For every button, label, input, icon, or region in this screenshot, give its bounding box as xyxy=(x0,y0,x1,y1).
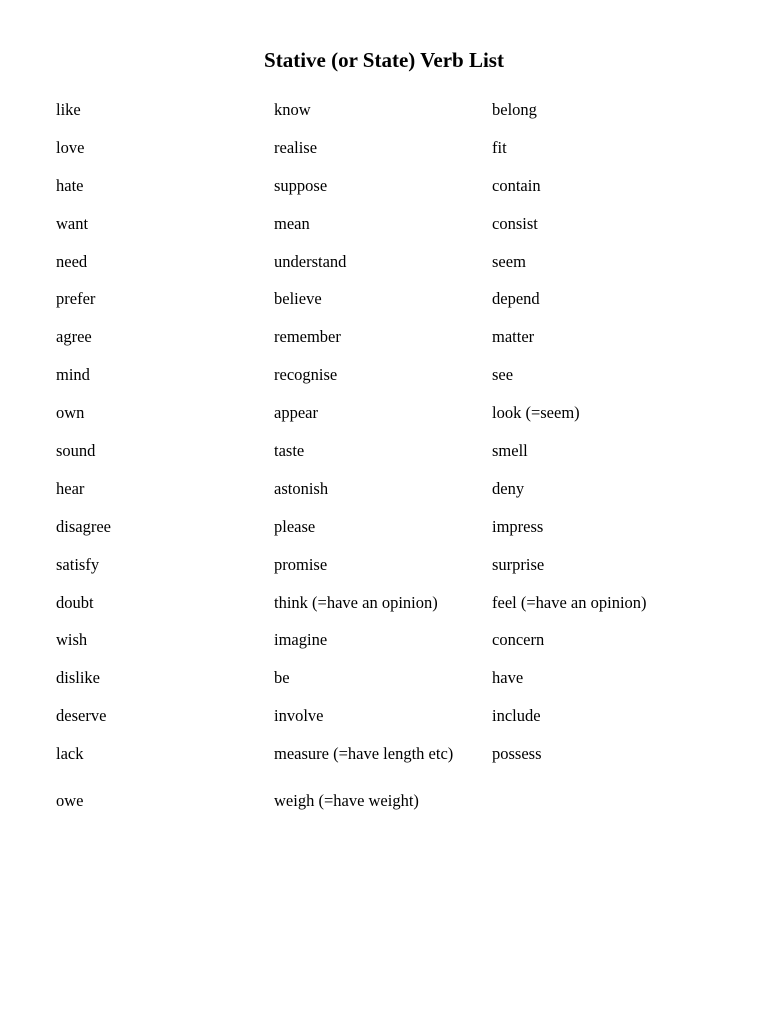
verb-item: suppose xyxy=(274,175,328,195)
verb-item: smell xyxy=(492,441,528,461)
verb-item: see xyxy=(492,365,514,385)
verb-item: concern xyxy=(492,630,545,650)
verb-item: understand xyxy=(274,251,347,271)
verb-item: love xyxy=(56,137,85,157)
verb-column-3 xyxy=(492,96,647,778)
verb-item: impress xyxy=(492,516,544,536)
verb-item: lack xyxy=(56,744,84,764)
verb-item: astonish xyxy=(274,478,329,498)
verb-item: include xyxy=(492,706,541,726)
verb-item: please xyxy=(274,516,316,536)
verb-item: seem xyxy=(492,251,526,271)
verb-item: remember xyxy=(274,327,341,347)
verb-item: think (=have an opinion) xyxy=(274,592,438,612)
verb-item: matter xyxy=(492,327,535,347)
verb-item: be xyxy=(274,668,290,688)
verb-item: satisfy xyxy=(56,554,100,574)
verb-item: look (=seem) xyxy=(492,403,580,423)
page-title: Stative (or State) Verb List xyxy=(264,48,504,72)
verb-item: realise xyxy=(274,137,318,157)
verb-item: fit xyxy=(492,137,507,157)
verb-item: measure (=have length etc) xyxy=(274,744,454,764)
verb-item: recognise xyxy=(274,365,338,385)
verb-item: know xyxy=(274,100,311,119)
verb-item: wish xyxy=(56,630,88,650)
verb-item: possess xyxy=(492,744,542,764)
verb-item: consist xyxy=(492,213,538,233)
verb-item: own xyxy=(56,403,85,423)
verb-item: appear xyxy=(274,403,318,423)
verb-item: hear xyxy=(56,478,85,498)
verb-item: mean xyxy=(274,213,310,233)
verb-item: imagine xyxy=(274,630,328,650)
verb-column-2 xyxy=(274,96,453,825)
verb-item: depend xyxy=(492,289,540,309)
verb-item: believe xyxy=(274,289,322,309)
verb-item: need xyxy=(56,251,88,271)
verb-item: promise xyxy=(274,554,328,574)
verb-item: hate xyxy=(56,175,84,195)
verb-item: weigh (=have weight) xyxy=(274,791,419,811)
verb-item: disagree xyxy=(56,516,111,536)
verb-item: have xyxy=(492,668,524,688)
verb-item: deserve xyxy=(56,706,107,726)
verb-item: taste xyxy=(274,441,305,461)
verb-item: like xyxy=(56,100,81,119)
verb-item: sound xyxy=(56,441,96,461)
verb-item: contain xyxy=(492,175,541,195)
verb-item: want xyxy=(56,213,89,233)
verb-item: agree xyxy=(56,327,92,347)
verb-item: feel (=have an opinion) xyxy=(492,592,647,612)
verb-item: owe xyxy=(56,791,84,811)
verb-item: involve xyxy=(274,706,324,726)
verb-item: mind xyxy=(56,365,90,385)
verb-item: belong xyxy=(492,100,537,119)
verb-item: deny xyxy=(492,478,525,498)
verb-item: prefer xyxy=(56,289,96,309)
verb-item: dislike xyxy=(56,668,100,688)
verb-column-1 xyxy=(56,96,111,825)
verb-item: doubt xyxy=(56,592,94,612)
verb-item: surprise xyxy=(492,554,545,574)
